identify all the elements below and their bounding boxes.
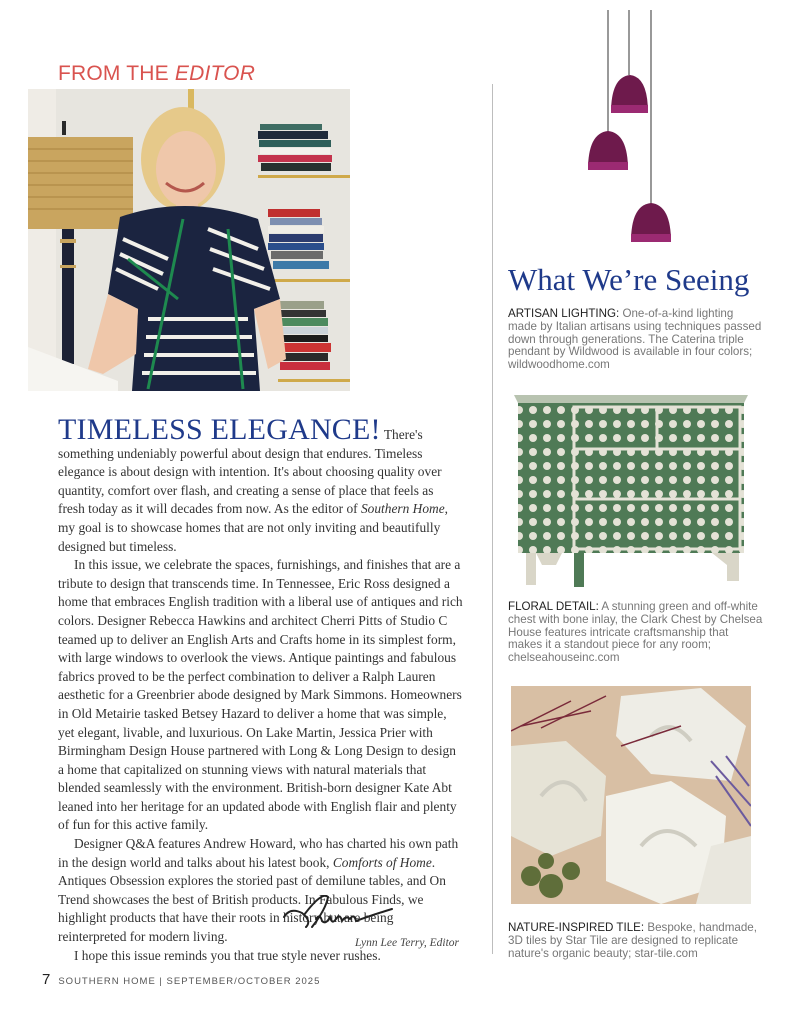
paragraph-1-tail: , my goal is to showcase homes that are not only inviting and beautifully designed but timeless. bbox=[58, 501, 448, 554]
pendant-shade-2 bbox=[588, 131, 628, 170]
signature-caption: Lynn Lee Terry, Editor bbox=[355, 937, 460, 949]
paragraph-4: I hope this issue reminds you that true style never rushes. bbox=[74, 947, 381, 963]
pendant-shade-1 bbox=[611, 75, 648, 113]
paragraph-2: In this issue, we celebrate the spaces, furnishings, and finishes that are a tribute to design that transcends time. In Tennessee, Eric Ross designed a home that embraces English tradition with a liberal use of antiques and rich colors. Designer Rebecca Hawkins and architect Cherri Pitts of Studio C teamed up to deliver an English Arts and Crafts home in its simplest form, with large windows to overlook the views. Antique paintings and fabulous fabrics proved to be the perfect combination to deliver a Ralph Lauren aesthetic for a Greenbrier abode designed by Mark Simmons. Homeowners in Old Metairie tasked Betsey Hazard to deliver a home that was simple, yet elegant, livable, and luxurious. On Lake Martin, Jessica Prier with Birmingham Design House partnered with Long & Long Design to design a home that capitalized on stunning views with natural materials that blended seamlessly with the environment. British-born designer Kate Abt leaned into her heritage for an updated abode with English flair and plenty of fun for this active family. bbox=[58, 557, 463, 833]
tile-photo bbox=[511, 686, 751, 904]
caption-text: One-of-a-kind lighting made by Italian artisans using techniques passed down through generations. The Caterina triple pendant by Wildwood is available in four colors; wildwoodhome.com bbox=[508, 307, 762, 372]
tile-image bbox=[511, 686, 751, 904]
paragraph-3-text: Designer Q&A features Andrew Howard, who has charted his own path in the design world and talks about his latest book, bbox=[58, 836, 459, 870]
editor-portrait-image bbox=[28, 89, 350, 391]
caption-text: A stunning green and off-white chest with bone inlay, the Clark Chest by Chelsea House features intricate craftsmanship that makes it a standout piece for any room; chelseahouseinc.com bbox=[508, 600, 763, 665]
signature-image bbox=[282, 895, 402, 935]
caption-lead: ARTISAN LIGHTING: bbox=[508, 307, 620, 320]
caption-nature-tile bbox=[508, 922, 764, 960]
editor-letter bbox=[58, 413, 463, 965]
paragraph-1-text: There's something undeniably powerful about design that endures. Timeless elegance is about design with intention. It's about choosing quality over quantity, comfort over flash, and creating a sense of place that feels as fresh today as it will decades from now. As the editor of bbox=[58, 427, 442, 517]
caption-text: Bespoke, handmade, 3D tiles by Star Tile are designed to replicate nature's organic beauty; star-tile.com bbox=[508, 921, 757, 960]
paragraph-3 bbox=[58, 835, 463, 947]
book-title: Comforts of Home bbox=[332, 854, 432, 870]
caption-artisan-lighting bbox=[508, 308, 764, 372]
kicker-plain: FROM THE bbox=[58, 62, 175, 85]
paragraph-1 bbox=[58, 413, 463, 556]
paragraph-3-tail: . Antiques Obsession explores the storied past of demilune tables, and On Trend showcases the best of British products. In Fabulous Finds, we highlight products that have their roots in history but are being reinterpreted for modern living. bbox=[58, 854, 446, 945]
column-divider bbox=[492, 84, 493, 954]
section-kicker bbox=[58, 62, 255, 86]
caption-floral-detail bbox=[508, 601, 764, 665]
page-footer bbox=[42, 971, 320, 989]
caption-lead: NATURE-INSPIRED TILE: bbox=[508, 921, 645, 934]
pendant-lighting-image bbox=[575, 5, 685, 245]
publication-info: SOUTHERN HOME | SEPTEMBER/OCTOBER 2025 bbox=[58, 976, 321, 987]
chest-image bbox=[512, 389, 752, 589]
pendant-shade-3 bbox=[631, 203, 671, 242]
caption-lead: FLORAL DETAIL: bbox=[508, 600, 599, 613]
kicker-italic: EDITOR bbox=[174, 62, 256, 85]
sidebar-title: What We’re Seeing bbox=[508, 262, 750, 297]
magazine-title: Southern Home bbox=[360, 501, 445, 517]
editor-photo bbox=[28, 89, 350, 391]
page-number: 7 bbox=[42, 971, 51, 988]
article-headline: TIMELESS ELEGANCE! bbox=[58, 413, 381, 446]
